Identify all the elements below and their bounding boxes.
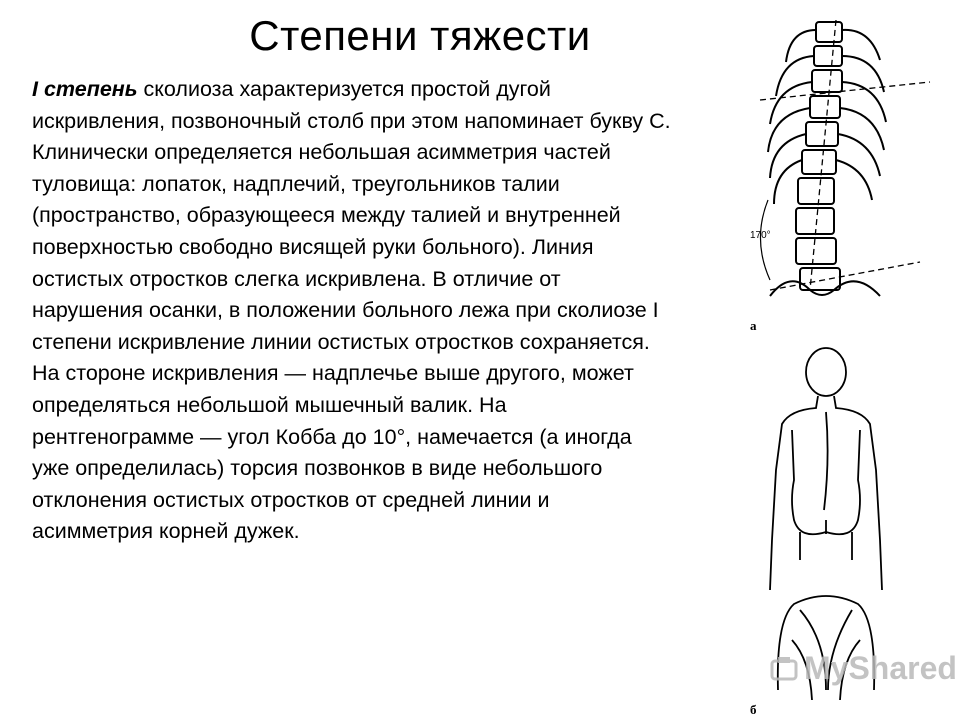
figure-label-a: а [750, 318, 757, 333]
body-paragraph: сколиоза характеризуется простой дугой искривления, позвоночный столб при этом напоминает букву С. Клинически определяется небольшая асимметрия частей туловища: лопаток, надплечий, треугольников талии (пространство, образующееся между талией и внутренней поверхностью свободно висящей руки больного). Линия остистых отростков слегка искривлена. В отличие от нарушения осанки, в положении больного лежа при сколиозе I степени искривление линии остистых отростков сохраняется. На стороне искривления — надплечье выше другого, может определяться небольшой мышечный валик. На рентгенограмме — угол Кобба до 10°, намечается (а иногда уже определилась) торсия позвонков в виде небольшого отклонения остистых отростков от средней линии и асимметрия корней дужек. [32, 77, 671, 544]
figure-label-b: б [750, 702, 757, 717]
slide-body-text [32, 74, 672, 548]
watermark-text: MyShared [804, 650, 957, 686]
human-back-icon [770, 348, 882, 590]
angle-label: 170° [750, 230, 771, 241]
scoliosis-figure [730, 0, 960, 720]
watermark-logo-icon [768, 653, 800, 685]
body-emphasis: I степень [32, 77, 138, 101]
slide-title: Степени тяжести [249, 12, 591, 59]
spine-xray-icon [760, 22, 886, 296]
watermark [768, 650, 957, 687]
